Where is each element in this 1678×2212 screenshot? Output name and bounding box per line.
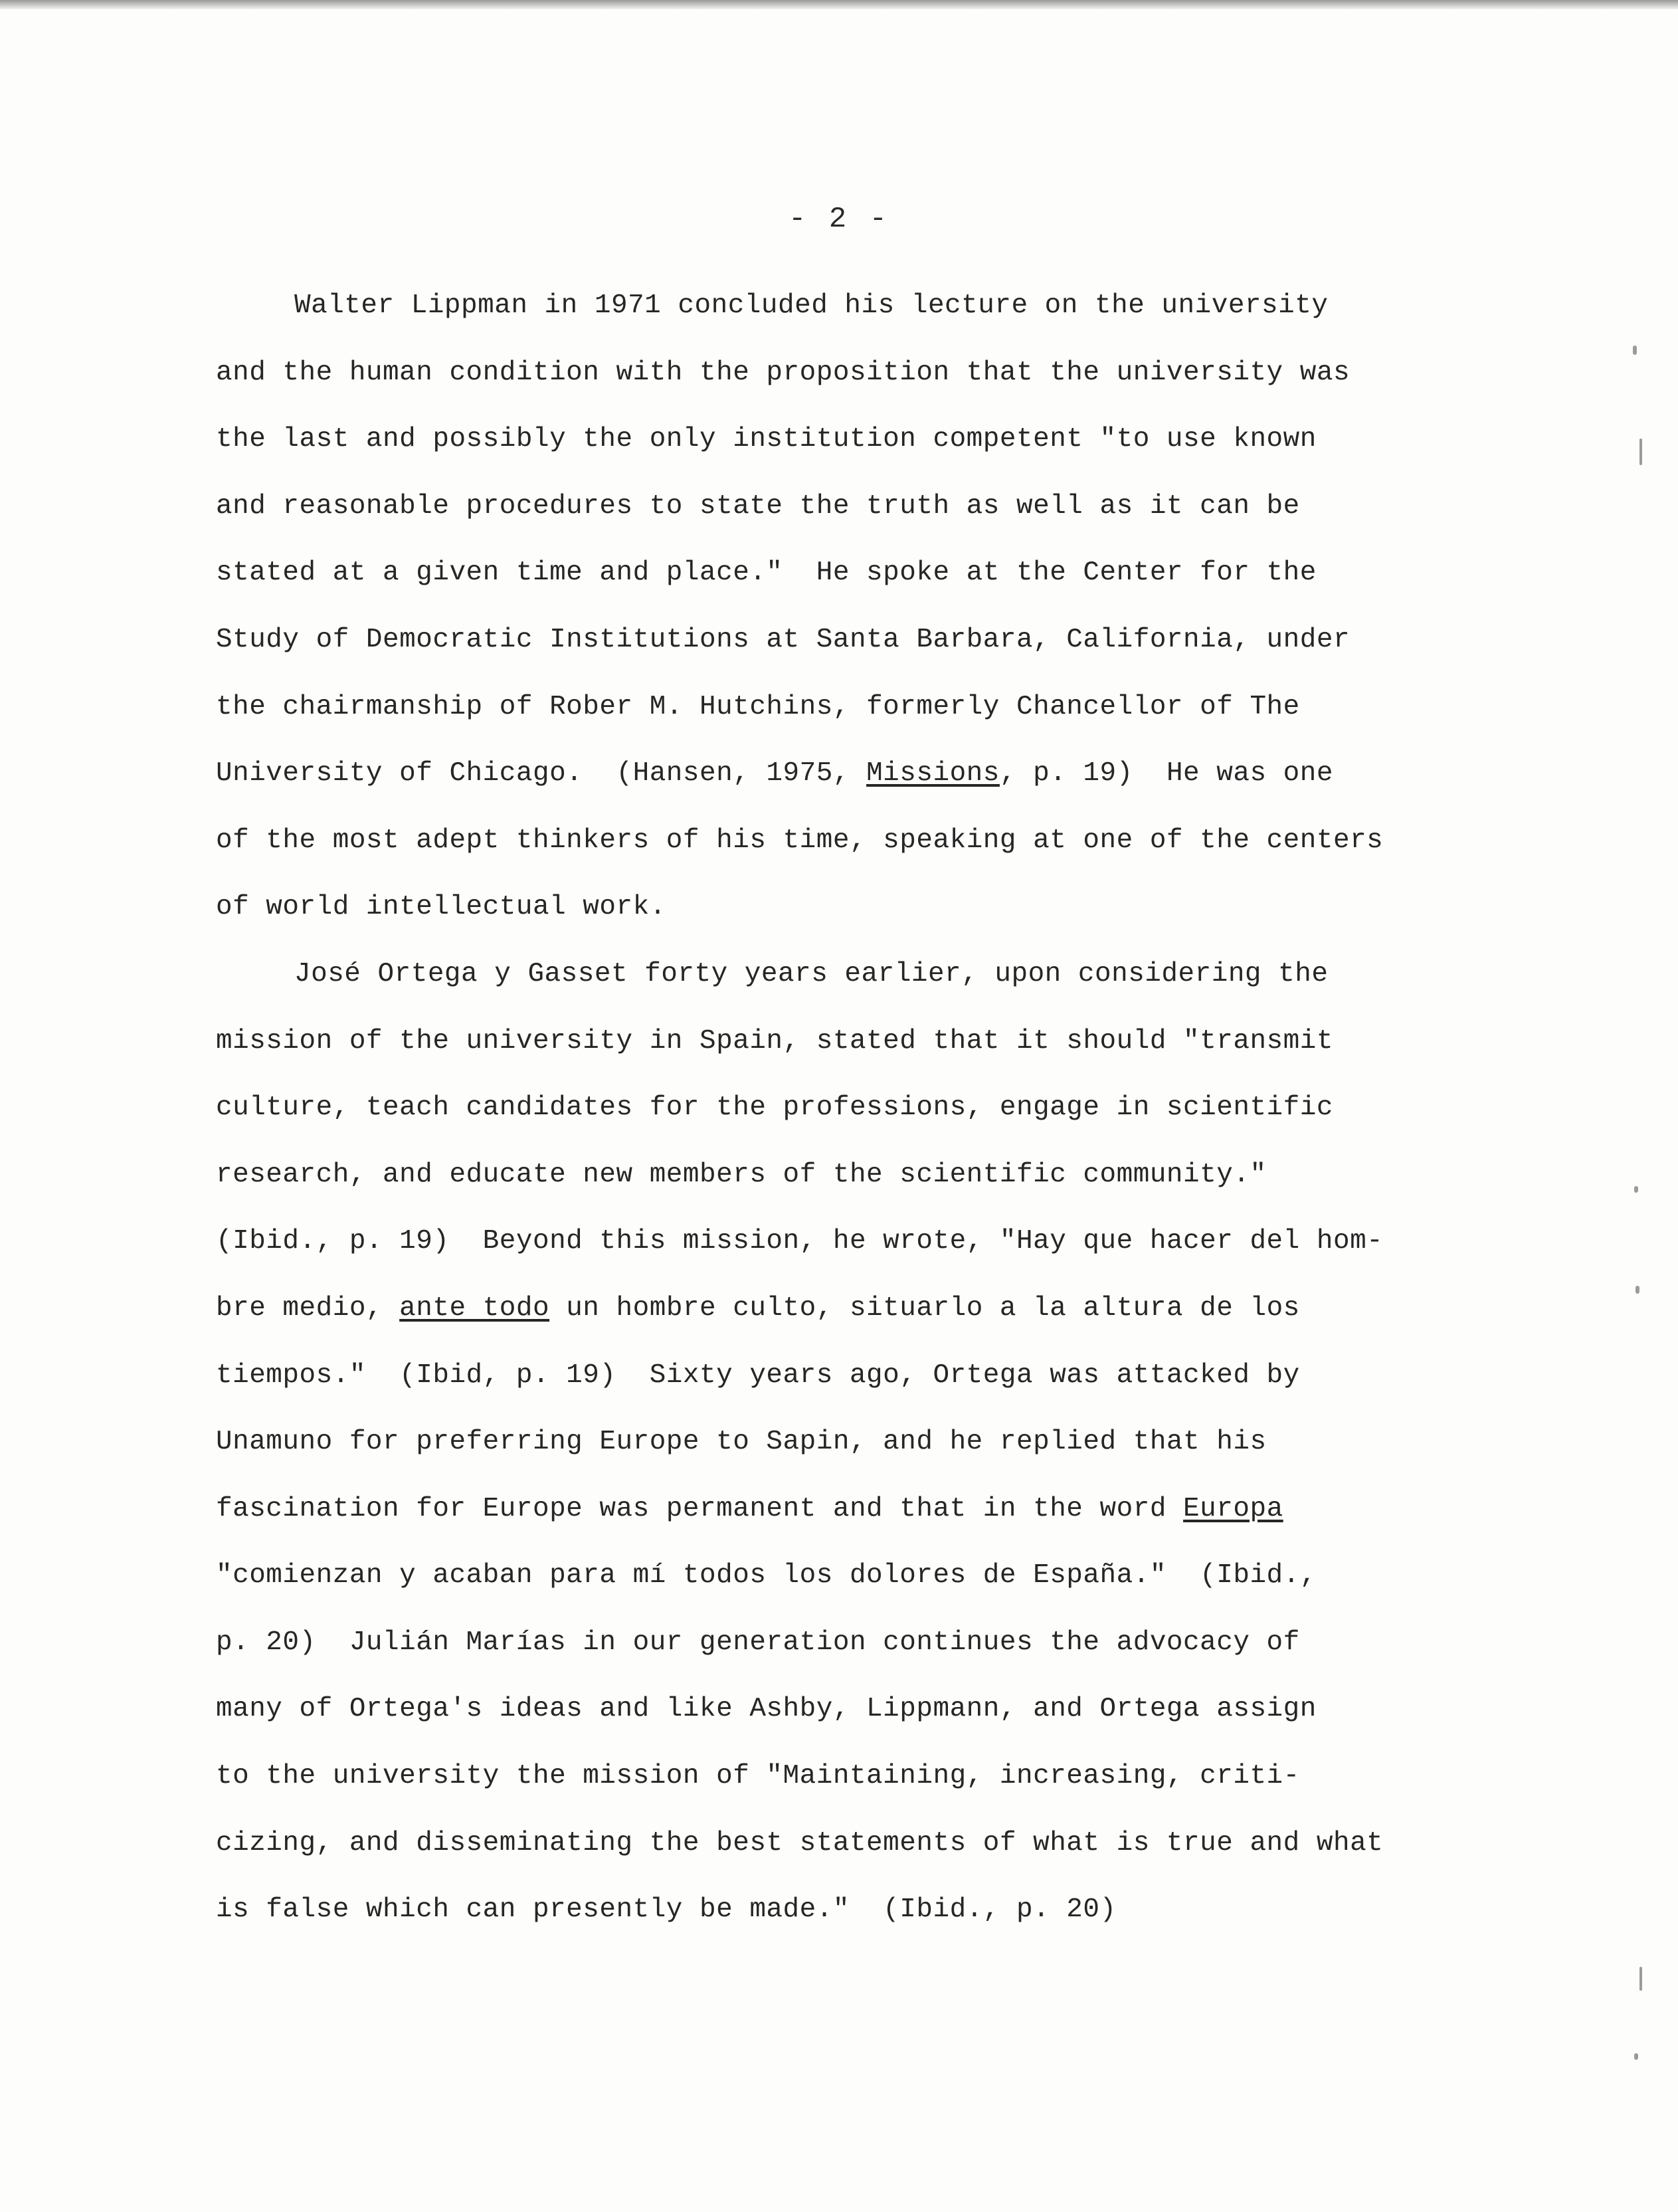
text-line <box>216 272 1478 340</box>
margin-mark <box>1634 2053 1638 2060</box>
margin-mark <box>1633 346 1637 355</box>
text-run: José Ortega y Gasset forty years earlier, upon considering the <box>294 958 1329 989</box>
text-run: tiempos." (Ibid, p. 19) Sixty years ago, Ortega was attacked by <box>216 1359 1300 1391</box>
text-line <box>216 1208 1478 1275</box>
underlined-text: Missions <box>866 758 1000 789</box>
text-line <box>216 473 1478 540</box>
text-run: the chairmanship of Rober M. Hutchins, formerly Chancellor of The <box>216 691 1300 722</box>
text-run: Study of Democratic Institutions at Santa Barbara, California, under <box>216 624 1351 655</box>
text-line <box>216 1476 1478 1543</box>
text-line <box>216 1542 1478 1609</box>
text-run: to the university the mission of "Maintaining, increasing, criti- <box>216 1761 1300 1792</box>
text-line <box>216 1275 1478 1342</box>
page-number: - 2 - <box>788 203 890 236</box>
margin-mark <box>1639 1967 1642 1991</box>
text-line <box>216 340 1478 407</box>
margin-mark <box>1634 1186 1638 1193</box>
text-run: University of Chicago. (Hansen, 1975, <box>216 758 867 789</box>
text-line <box>216 807 1478 874</box>
scan-top-edge <box>0 0 1678 9</box>
text-line <box>216 1142 1478 1209</box>
text-run: is false which can presently be made." (Ibid., p. 20) <box>216 1894 1117 1926</box>
text-line <box>216 674 1478 741</box>
text-line <box>216 540 1478 607</box>
text-run: fascination for Europe was permanent and that in the word <box>216 1493 1184 1524</box>
text-run: culture, teach candidates for the professions, engage in scientific <box>216 1092 1333 1124</box>
text-run: un hombre culto, situarlo a la altura de los <box>549 1292 1300 1324</box>
text-line <box>216 1743 1478 1810</box>
text-run: Walter Lippman in 1971 concluded his lecture on the university <box>294 290 1329 321</box>
underlined-text: ante todo <box>399 1292 550 1324</box>
text-run: , p. 19) He was one <box>999 758 1333 789</box>
text-line <box>216 1409 1478 1476</box>
text-line <box>216 1342 1478 1409</box>
text-run: stated at a given time and place." He spoke at the Center for the <box>216 557 1317 589</box>
text-run: of the most adept thinkers of his time, speaking at one of the centers <box>216 825 1384 856</box>
text-line <box>216 406 1478 473</box>
text-run: and reasonable procedures to state the truth as well as it can be <box>216 490 1300 522</box>
text-run: cizing, and disseminating the best statements of what is true and what <box>216 1827 1384 1859</box>
text-line <box>216 941 1478 1008</box>
margin-mark <box>1635 1286 1639 1294</box>
text-run: mission of the university in Spain, stated that it should "transmit <box>216 1025 1333 1056</box>
body-text <box>216 272 1478 1944</box>
text-line <box>216 1676 1478 1743</box>
text-line <box>216 874 1478 941</box>
margin-mark <box>1639 439 1642 465</box>
underlined-text: Europa <box>1183 1493 1283 1524</box>
text-line <box>216 1810 1478 1877</box>
text-line <box>216 607 1478 674</box>
text-run: and the human condition with the proposition that the university was <box>216 357 1351 388</box>
text-line <box>216 740 1478 807</box>
text-line <box>216 1609 1478 1676</box>
text-line <box>216 1008 1478 1075</box>
text-run: the last and possibly the only institution competent "to use known <box>216 424 1317 455</box>
text-line <box>216 1876 1478 1944</box>
text-run: Unamuno for preferring Europe to Sapin, and he replied that his <box>216 1427 1267 1458</box>
text-run: p. 20) Julián Marías in our generation continues the advocacy of <box>216 1627 1300 1658</box>
text-run: "comienzan y acaban para mí todos los dolores de España." (Ibid., <box>216 1560 1317 1591</box>
text-run: research, and educate new members of the scientific community." <box>216 1159 1267 1190</box>
text-run: of world intellectual work. <box>216 892 666 923</box>
text-run: (Ibid., p. 19) Beyond this mission, he wrote, "Hay que hacer del hom- <box>216 1226 1384 1257</box>
text-run: many of Ortega's ideas and like Ashby, Lippmann, and Ortega assign <box>216 1694 1317 1725</box>
text-run: bre medio, <box>216 1292 400 1324</box>
text-line <box>216 1074 1478 1142</box>
